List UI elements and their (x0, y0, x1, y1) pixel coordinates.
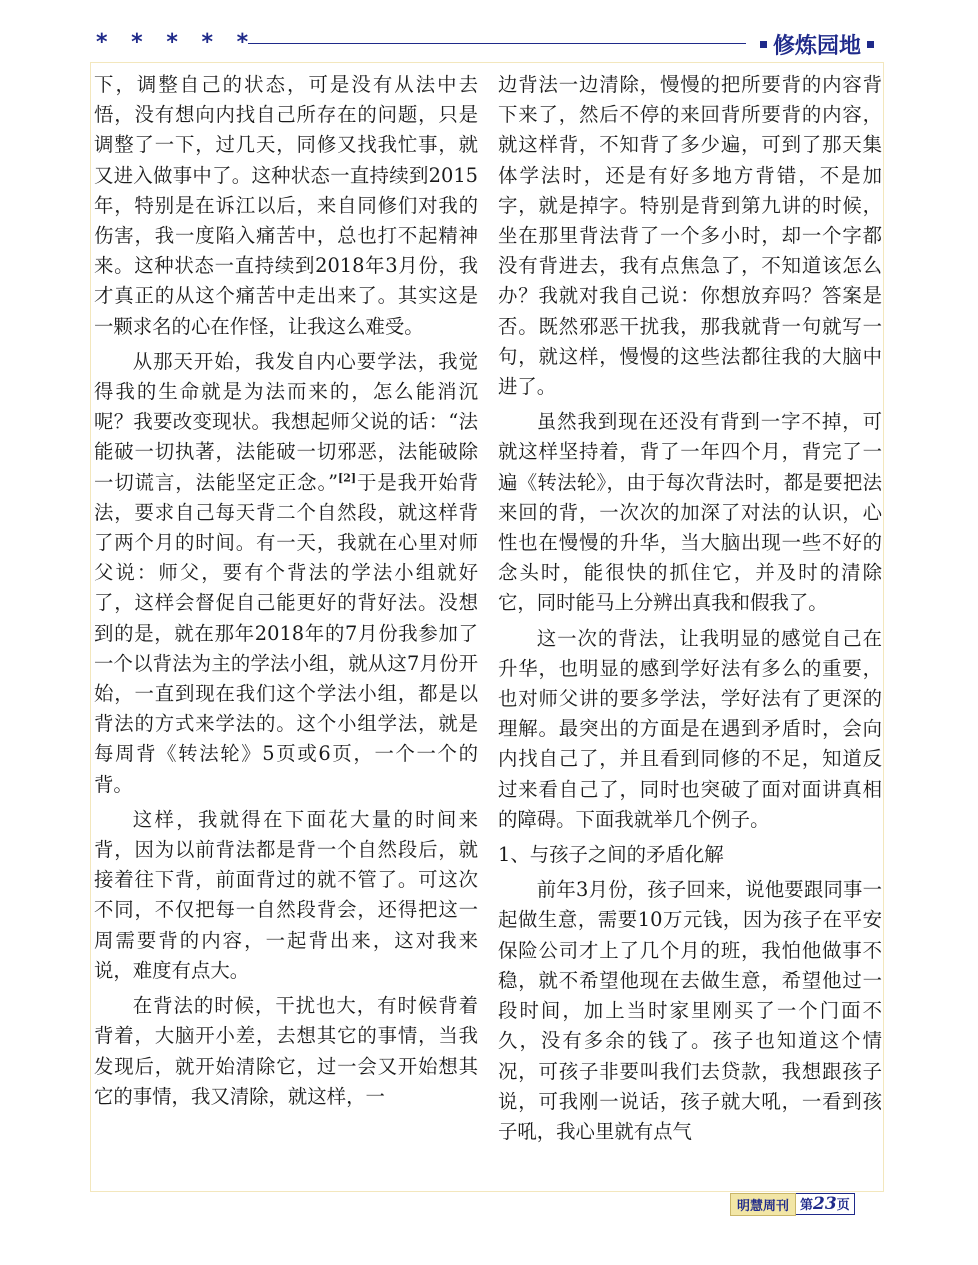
page-prefix: 第 (800, 1198, 814, 1213)
paragraph: 虽然我到现在还没有背到一字不掉，可就这样坚持着，背了一年四个月，背完了一遍《转法轮》，由于每次背法时，都是要把法来回的背，一次次的加深了对法的认识，心性也在慢慢的升华，当大脑出现一些不好的念头时，能很快的抓住它，并及时的清除它，同时能马上分辨出真我和假我了。 (498, 410, 882, 615)
journal-name: 明慧周刊 (730, 1193, 796, 1216)
paragraph: 前年3月份，孩子回来，说他要跟同事一起做生意，需要10万元钱，因为孩子在平安保险公司才上了几个月的班，我怕他做事不稳，就不希望他现在去做生意，希望他过一段时间，加上当时家里刚买了一个门面不久，没有多余的钱了。孩子也知道这个情况，可孩子非要叫我们去贷款，我想跟孩子说，可我刚一说话，孩子就大吼，一看到孩子吼，我心里就有点气 (498, 878, 882, 1143)
square-bullet-icon (760, 41, 767, 48)
header-rule (248, 43, 746, 44)
paragraph: 边背法一边清除，慢慢的把所要背的内容背下来了，然后不停的来回背所要背的内容，就这样背，不知背了多少遍，可到了那天集体学法时，还是有好多地方背错，不是加字，就是掉字。特别是背到第九讲的时候，坐在那里背法背了一个多小时，却一个字都没有背进去，我有点焦急了，不知道该怎么办？我就对我自己说：你想放弃吗？答案是否。既然邪恶干扰我，那我就背一句就写一句，就这样，慢慢的这些法都往我的大脑中进了。 (498, 73, 882, 399)
paragraph: 下，调整自己的状态，可是没有从法中去悟，没有想向内找自己所存在的问题，只是调整了一下，过几天，同修又找我忙事，就又进入做事中了。这种状态一直持续到2015年，特别是在诉江以后，来自同修们对我的伤害，我一度陷入痛苦中，总也打不起精神来。这种状态一直持续到2018年3月份，我才真正的从这个痛苦中走出来了。其实这是一颗求名的心在作怪，让我这么难受。 (94, 73, 478, 338)
page-number-value: 23 (813, 1194, 837, 1214)
paragraph: 这一次的背法，让我明显的感觉自己在升华，也明显的感到学好法有多么的重要，也对师父讲的要多学法，学好法有了更深的理解。最突出的方面是在遇到矛盾时，会向内找自己了，并且看到同修的不足，知道反过来看自己了，同时也突破了面对面讲真相的障碍。下面我就举几个例子。 (498, 626, 882, 831)
decorative-stars: * * * * * (96, 30, 257, 55)
page-suffix: 页 (836, 1198, 850, 1213)
section-title (760, 29, 874, 60)
page-header (0, 0, 978, 60)
left-column (94, 70, 478, 1117)
paragraph-text: 从那天开始，我发自内心要学法，我觉得我的生命就是为法而来的，怎么能消沉呢？我要改变现状。我想起师父说的话：“法能破一切执著，法能破一切邪恶，法能破除一切谎言，法能坚定正念。” (94, 349, 478, 494)
paragraph: 在背法的时候，干扰也大，有时候背着背着，大脑开小差，去想其它的事情，当我发现后，就开始清除它，过一会又开始想其它的事情，我又清除，就这样，一 (94, 994, 478, 1108)
right-column (498, 70, 882, 1152)
subheading: 1、与孩子之间的矛盾化解 (498, 843, 724, 867)
paragraph: 这样，我就得在下面花大量的时间来背，因为以前背法都是背一个自然段后，就接着往下背，前面背过的就不管了。可这次不同，不仅把每一自然段背会，还得把这一周需要背的内容，一起背出来，这对我来说，难度有点大。 (94, 807, 478, 982)
section-title-text: 修炼园地 (773, 34, 862, 59)
square-bullet-icon (867, 41, 874, 48)
page-footer (730, 1194, 855, 1214)
footnote-reference: [2] (338, 471, 357, 485)
paragraph-text: 于是我开始背法，要求自己每天背二个自然段，就这样背了两个月的时间。有一天，我就在心里对师父说：师父，要有个背法的学法小组就好了，这样会督促自己能更好的背好法。没想到的是，就在那年2018年的7月份我参加了一个以背法为主的学法小组，就从这7月份开始，一直到现在我们这个学法小组，都是以背法的方式来学法的。这个小组学法，就是每周背《转法轮》5页或6页，一个一个的背。 (94, 470, 478, 796)
page-number (796, 1193, 855, 1215)
paragraph (94, 347, 478, 800)
